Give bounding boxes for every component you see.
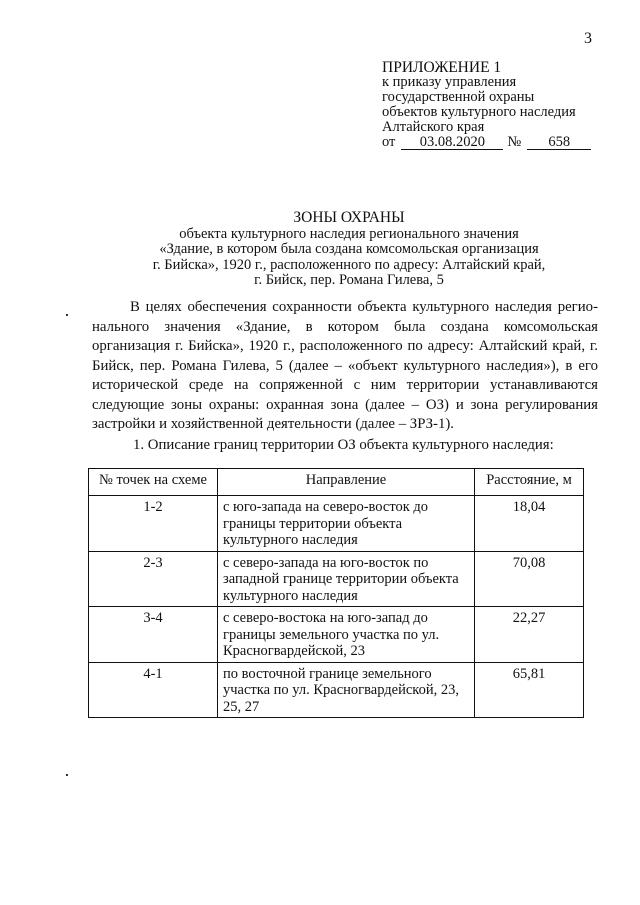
boundary-table xyxy=(88,468,584,718)
cell-distance: 65,81 xyxy=(475,662,584,718)
document-heading xyxy=(100,210,598,289)
heading-title: ЗОНЫ ОХРАНЫ xyxy=(293,209,405,226)
cell-points: 4-1 xyxy=(89,662,218,718)
annex-line: Алтайского края xyxy=(382,119,485,135)
number-label: № xyxy=(507,134,522,150)
cell-distance: 70,08 xyxy=(475,551,584,607)
table-row xyxy=(89,607,584,663)
annex-line: к приказу управления xyxy=(382,74,517,90)
table-header-row xyxy=(89,469,584,496)
heading-line: г. Бийск, пер. Романа Гилева, 5 xyxy=(254,272,444,288)
scan-mark xyxy=(66,314,68,316)
cell-points: 1-2 xyxy=(89,496,218,552)
annex-title: ПРИЛОЖЕНИЕ 1 xyxy=(382,59,502,76)
page-number: 3 xyxy=(584,30,592,47)
annex-line: государственной охраны xyxy=(382,89,535,105)
cell-points: 3-4 xyxy=(89,607,218,663)
section-title: 1. Описание границ территории ОЗ объекта культурного наследия: xyxy=(133,437,554,453)
intro-paragraph: В целях обеспечения сохранности объекта культурного наследия регионального значения «Здание, в котором была создана комсомольская организация г. Бийска», 1920 г., расположенного по адресу: Алтайский край, г. Бийск, пер. Романа Гилева, 5 (далее – «объект культурного наследия»), в его исторической среде на сопряженной с ним территории устанавливаются следующие зоны охраны: охранная зона (далее – ОЗ) и зона регулирования застройки и хозяйственной деятельности (далее – ЗРЗ-1). xyxy=(92,299,598,432)
cell-direction: с северо-запада на юго-восток по западной границе территории объекта культурного наследия xyxy=(218,551,475,607)
from-label: от xyxy=(382,134,396,150)
order-date: 03.08.2020 xyxy=(401,135,503,150)
scan-mark xyxy=(66,774,68,776)
header-distance: Расстояние, м xyxy=(475,469,584,496)
table-row xyxy=(89,662,584,718)
cell-direction: с юго-запада на северо-восток до границы территории объекта культурного наследия xyxy=(218,496,475,552)
table-row xyxy=(89,496,584,552)
cell-points: 2-3 xyxy=(89,551,218,607)
heading-line: «Здание, в котором была создана комсомольская организация xyxy=(159,241,539,257)
order-number: 658 xyxy=(527,135,591,150)
cell-distance: 18,04 xyxy=(475,496,584,552)
heading-line: объекта культурного наследия регионального значения xyxy=(179,225,519,242)
annex-block xyxy=(382,60,591,150)
cell-distance: 22,27 xyxy=(475,607,584,663)
table-row xyxy=(89,551,584,607)
annex-line: объектов культурного наследия xyxy=(382,104,576,120)
cell-direction: по восточной границе земельного участка по ул. Красногвардейской, 23, 25, 27 xyxy=(218,662,475,718)
header-points: № точек на схеме xyxy=(89,469,218,496)
header-direction: Направление xyxy=(218,469,475,496)
order-signature-line xyxy=(382,135,591,150)
cell-direction: с северо-востока на юго-запад до границы земельного участка по ул. Красногвардейской, 23 xyxy=(218,607,475,663)
heading-line: г. Бийска», 1920 г., расположенного по адресу: Алтайский край, xyxy=(152,256,546,273)
